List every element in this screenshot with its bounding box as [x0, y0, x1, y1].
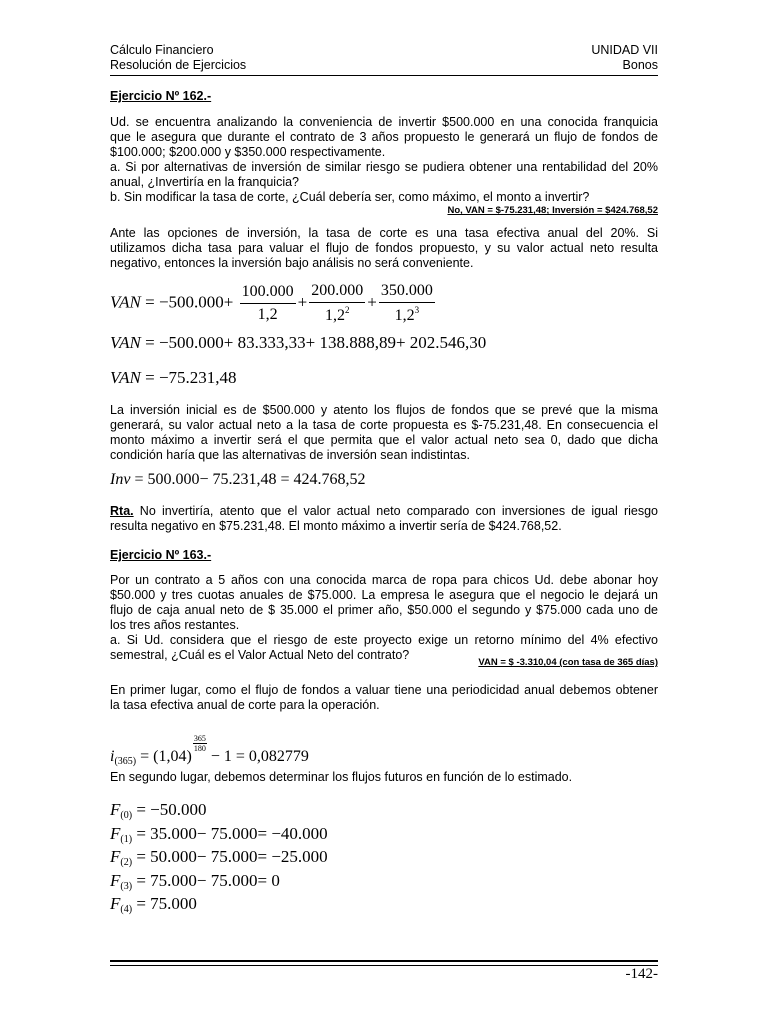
flow-rhs: = 50.000− 75.000= −25.000 — [136, 847, 328, 866]
eq-lhs: VAN — [110, 292, 141, 312]
statement-line: Ud. se encuentra analizando la conveniencia de invertir $500.000 en una conocida franquicia — [110, 115, 658, 129]
statement-line: $100.000; $200.000 y $350.000 respectivamente. — [110, 145, 386, 159]
header-left — [110, 43, 246, 73]
rta-line: resulta negativo en $75.231,48. El monto máximo a invertir sería de $424.768,52. — [110, 519, 562, 533]
statement-line: a. Si por alternativas de inversión de similar riesgo se pudiera obtener una rentabilidad del 20% — [110, 160, 658, 174]
eq-term: = −500.000+ — [145, 292, 234, 312]
eq-subscript: (365) — [114, 756, 137, 767]
eq-rest: − 1 = 0,082779 — [206, 748, 309, 765]
flow-lhs: F — [110, 847, 121, 866]
flow-lhs: F — [110, 800, 121, 819]
footer-rule — [110, 960, 658, 962]
fraction-numerator: 200.000 — [309, 282, 365, 303]
unit-title: UNIDAD VII — [591, 43, 658, 57]
flow-equation: $F_{(1)} = 35.000- 75.000= -40.000$ — [110, 824, 328, 845]
ex162-heading: Ejercicio Nº 162.- — [110, 89, 212, 103]
eq-rhs: = −75.231,48 — [145, 368, 237, 387]
paragraph-line: condición haría que las alternativas de inversión sean indistintas. — [110, 448, 470, 462]
statement-line: a. Si Ud. considera que el riesgo de este proyecto exige un retorno mínimo del 4% efectivo — [110, 633, 658, 647]
flow-lhs: F — [110, 871, 121, 890]
statement-line: flujo de caja anual neto de $ 35.000 el primer año, $50.000 el segundo y $75.000 cada uno de — [110, 603, 658, 617]
fraction-denominator: 1,2 — [257, 306, 278, 323]
flow-equation: $F_{(0)} = -50.000$ — [110, 800, 207, 821]
paragraph-line: En primer lugar, como el flujo de fondos a valuar tiene una periodicidad anual debemos obtener — [110, 683, 658, 697]
fraction — [379, 282, 435, 325]
statement-line: Por un contrato a 5 años con una conocida marca de ropa para chicos Ud. debe abonar hoy — [110, 573, 658, 587]
fraction-numerator: 350.000 — [379, 282, 435, 303]
eq-lhs: VAN — [110, 333, 141, 352]
paragraph-line: monto máximo a invertir será el que permita que el valor actual neto sea 0, dado que dicha — [110, 433, 658, 447]
fraction-numerator: 100.000 — [240, 283, 296, 304]
van-equation-3 — [110, 368, 237, 388]
van-equation-1: VAN = −500.000+ $\frac{100.000}{1,2}$ + $\frac{200.000}{1,2^2}$ + $\frac{350.000}{1,2^3}$ — [110, 282, 433, 324]
ex163-paragraph-1 — [110, 683, 658, 713]
fraction — [240, 283, 296, 324]
explanation-line: utilizamos dicha tasa para valuar el flujo de fondos propuesto, y su valor actual neto resulta — [110, 241, 658, 255]
ex163-answer: VAN = $ -3.310,04 (con tasa de 365 días) — [478, 657, 658, 668]
course-title: Cálculo Financiero — [110, 43, 214, 57]
fraction — [309, 282, 365, 325]
eq-lhs: Inv — [110, 471, 131, 488]
statement-line: semestral, ¿Cuál es el Valor Actual Neto del contrato? — [110, 648, 410, 662]
flow-lhs: F — [110, 824, 121, 843]
eq-lhs: i — [110, 748, 115, 765]
rate-equation — [110, 734, 309, 767]
flow-equation: $F_{(2)} = 50.000- 75.000= -25.000$ — [110, 847, 328, 868]
investment-equation — [110, 471, 366, 489]
ex162-paragraph-2 — [110, 403, 658, 463]
ex162-statement — [110, 115, 658, 205]
statement-line: b. Sin modificar la tasa de corte, ¿Cuál debería ser, como máximo, el monto a invertir? — [110, 190, 590, 204]
ex163-statement — [110, 573, 658, 663]
header-right — [591, 43, 658, 73]
statement-line: los tres años restantes. — [110, 618, 240, 632]
ex163-heading: Ejercicio Nº 163.- — [110, 548, 212, 562]
ex162-rta — [110, 504, 658, 534]
flow-equation: $F_{(3)} = 75.000- 75.000= 0$ — [110, 871, 280, 892]
paragraph-line: generará, su valor actual neto a la tasa de corte propuesta es $-75.231,48. En consecuencia el — [110, 418, 658, 432]
statement-line: $50.000 y tres cuotas anuales de $75.000. La empresa le asegura que el negocio le dejará un — [110, 588, 658, 602]
unit-subtitle: Bonos — [622, 58, 658, 72]
paragraph-line: La inversión inicial es de $500.000 y atento los flujos de fondos que se prevé que la misma — [110, 403, 658, 417]
eq-rhs: = −500.000+ 83.333,33+ 138.888,89+ 202.546,30 — [145, 333, 487, 352]
eq-base: = (1,04) — [140, 748, 192, 765]
explanation-line: negativo, entonces la inversión bajo análisis no será conveniente. — [110, 256, 474, 270]
eq-rhs: = 500.000− 75.231,48 = 424.768,52 — [134, 471, 366, 488]
statement-line: que le asegura que durante el contrato de 3 años propuesto le generará un flujo de fondos de — [110, 130, 658, 144]
fraction-denominator: $1,2^2$ — [324, 305, 350, 324]
rta-line: Rta. No invertiría, atento que el valor actual neto comparado con inversiones de igual riesgo — [110, 504, 658, 518]
flow-rhs: = 35.000− 75.000= −40.000 — [136, 824, 328, 843]
flow-rhs: = 75.000 — [136, 894, 197, 913]
eq-lhs: VAN — [110, 368, 141, 387]
flow-lhs: F — [110, 894, 121, 913]
flow-rhs: = 75.000− 75.000= 0 — [136, 871, 280, 890]
ex162-explanation — [110, 226, 658, 271]
explanation-line: Ante las opciones de inversión, la tasa de corte es una tasa efectiva anual del 20%. Si — [110, 226, 658, 240]
footer-rule — [110, 965, 658, 966]
header-rule — [110, 75, 658, 76]
rta-label: Rta. — [110, 504, 134, 518]
page-number: -142- — [625, 966, 658, 982]
statement-line: anual, ¿Invertiría en la franquicia? — [110, 175, 299, 189]
flow-equation: $F_{(4)} = 75.000$ — [110, 894, 197, 915]
flow-rhs: = −50.000 — [136, 800, 207, 819]
ex163-paragraph-2: En segundo lugar, debemos determinar los flujos futuros en función de lo estimado. — [110, 770, 573, 784]
course-subtitle: Resolución de Ejercicios — [110, 58, 247, 72]
fraction-exponent: $\frac{365}{180}$ — [193, 734, 206, 753]
paragraph-line: la tasa efectiva anual de corte para la operación. — [110, 698, 380, 712]
ex162-answer: No, VAN = $-75.231,48; Inversión = $424.768,52 — [447, 205, 658, 216]
fraction-denominator: $1,2^3$ — [394, 305, 420, 324]
van-equation-2 — [110, 333, 486, 353]
